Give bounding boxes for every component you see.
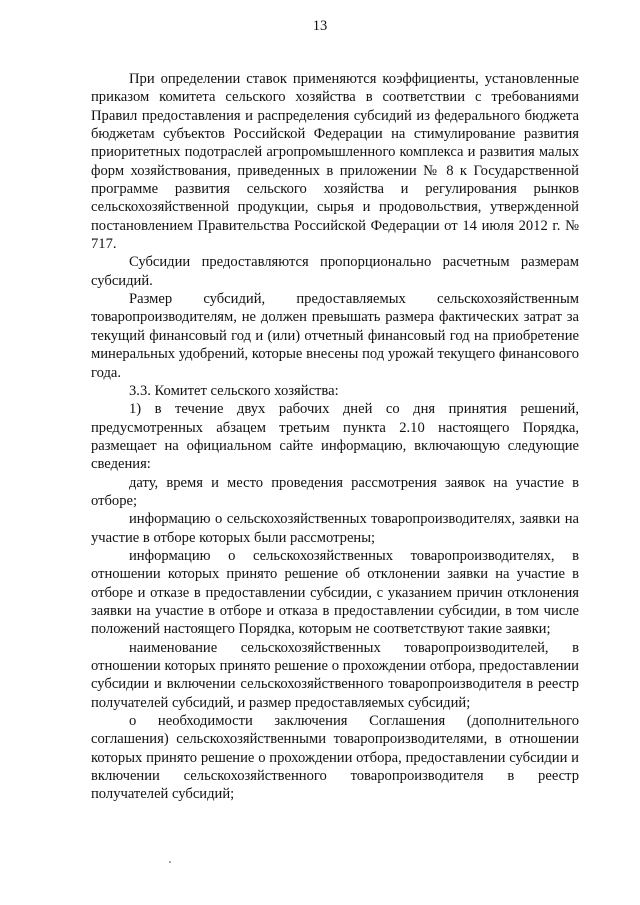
list-item: наименование сельскохозяйственных товаропроизводителей, в отношении которых принято решение о прохождении отбора, предоставлении субсидии и включении сельскохозяйственного товаропроизводителя в реестр получателей субсидий, и размер предоставляемых субсидий; [91,639,579,711]
list-item: информацию о сельскохозяйственных товаропроизводителях, в отношении которых принято решение об отклонении заявки на участие в отборе и отказе в предоставлении субсидии, с указанием причин отклонения заявки на участие в отборе и отказа в предоставлении субсидии, в том числе положений настоящего Порядка, которым не соответствуют такие заявки; [91,547,579,638]
section-heading: 3.3. Комитет сельского хозяйства: [129,382,339,399]
scan-speck [169,861,171,863]
paragraph: Размер субсидий, предоставляемых сельскохозяйственным товаропроизводителям, не должен превышать размера фактических затрат за текущий финансовый год и (или) отчетный финансовый год на приобретение минеральных удобрений, которые внесены под урожай текущего финансового года. [91,291,579,381]
paragraph: При определении ставок применяются коэффициенты, установленные приказом комитета сельского хозяйства в соответствии с требованиями Правил предоставления и распределения субсидий из федерального бюджета бюджетам субъектов Российской Федерации на стимулирование развития приоритетных подотраслей агропромышленного комплекса и развития малых форм хозяйствования, приведенных в приложении № 8 к Государственной программе развития сельского хозяйства и регулирования рынков сельскохозяйственной продукции, сырья и продовольствия, утвержденной постановлением Правительства Российской Федерации от 14 июля 2012 г. № 717. [91,71,579,253]
list-item: о необходимости заключения Соглашения (дополнительного соглашения) сельскохозяйственными товаропроизводителями, в отношении которых принято решение о прохождении отбора, предоставлении субсидии и включении сельскохозяйственного товаропроизводителя в реестр получателей субсидий; [91,713,579,803]
list-item: дату, время и место проведения рассмотрения заявок на участие в отборе; [91,474,579,509]
paragraph: Субсидии предоставляются пропорционально расчетным размерам субсидий. [91,254,579,289]
page-number: 13 [312,18,328,34]
paragraph: 1) в течение двух рабочих дней со дня принятия решений, предусмотренных абзацем третьим пункта 2.10 настоящего Порядка, размещает на официальном сайте информацию, включающую следующие сведения: [91,401,579,473]
list-item: информацию о сельскохозяйственных товаропроизводителях, заявки на участие в отборе которых были рассмотрены; [91,511,579,546]
document-body [91,70,579,804]
